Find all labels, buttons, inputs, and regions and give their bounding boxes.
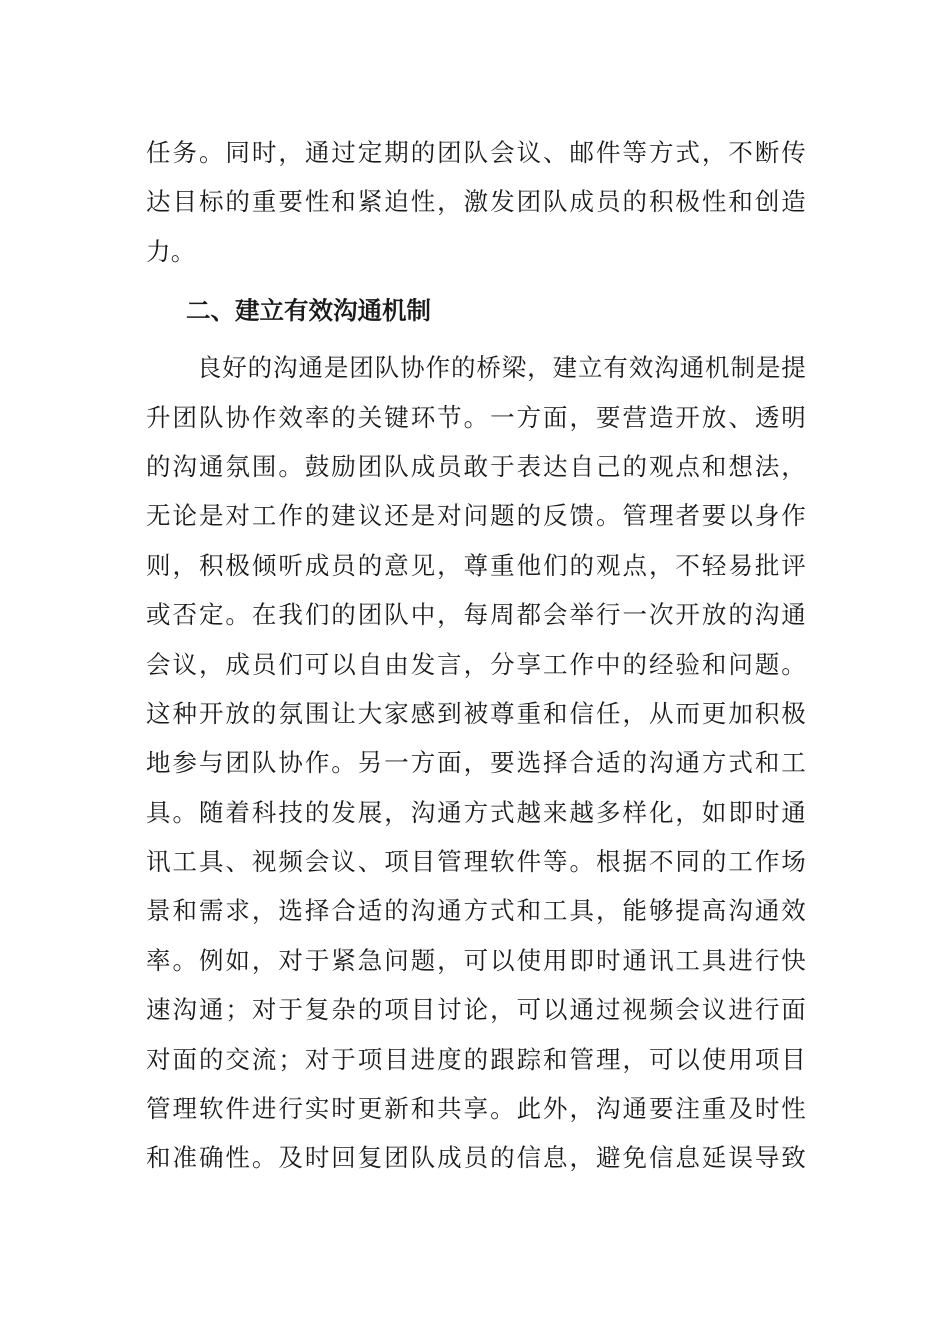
paragraph-line: 对面的交流；对于项目进度的跟踪和管理，可以使用项目 xyxy=(146,1044,806,1074)
paragraph-goal-communication xyxy=(146,128,806,276)
section-heading: 二、建立有效沟通机制 xyxy=(186,296,431,326)
paragraph-line: 地参与团队协作。另一方面，要选择合适的沟通方式和工 xyxy=(146,748,806,778)
paragraph-line: 具。随着科技的发展，沟通方式越来越多样化，如即时通 xyxy=(146,797,806,827)
paragraph-line: 和准确性。及时回复团队成员的信息，避免信息延误导致 xyxy=(146,1143,806,1173)
paragraph-line: 力。 xyxy=(146,236,196,266)
paragraph-line: 良好的沟通是团队协作的桥梁，建立有效沟通机制是提 xyxy=(146,353,806,383)
paragraph-line: 会议，成员们可以自由发言，分享工作中的经验和问题。 xyxy=(146,649,806,679)
paragraph-line: 速沟通；对于复杂的项目讨论，可以通过视频会议进行面 xyxy=(146,995,806,1025)
paragraph-line: 的沟通氛围。鼓励团队成员敢于表达自己的观点和想法， xyxy=(146,451,806,481)
paragraph-line: 升团队协作效率的关键环节。一方面，要营造开放、透明 xyxy=(146,402,806,432)
paragraph-line: 这种开放的氛围让大家感到被尊重和信任，从而更加积极 xyxy=(146,698,806,728)
paragraph-communication-mechanism xyxy=(146,343,806,1183)
paragraph-line: 率。例如，对于紧急问题，可以使用即时通讯工具进行快 xyxy=(146,945,806,975)
paragraph-line: 管理软件进行实时更新和共享。此外，沟通要注重及时性 xyxy=(146,1094,806,1124)
paragraph-line: 无论是对工作的建议还是对问题的反馈。管理者要以身作 xyxy=(146,501,806,531)
paragraph-line: 讯工具、视频会议、项目管理软件等。根据不同的工作场 xyxy=(146,847,806,877)
document-body xyxy=(146,128,806,1183)
paragraph-line: 任务。同时，通过定期的团队会议、邮件等方式，不断传 xyxy=(146,138,806,167)
paragraph-line: 则，积极倾听成员的意见，尊重他们的观点，不轻易批评 xyxy=(146,550,806,580)
paragraph-line: 达目标的重要性和紧迫性，激发团队成员的积极性和创造 xyxy=(146,187,806,217)
paragraph-line: 景和需求，选择合适的沟通方式和工具，能够提高沟通效 xyxy=(146,896,806,926)
paragraph-line: 或否定。在我们的团队中，每周都会举行一次开放的沟通 xyxy=(146,600,806,630)
